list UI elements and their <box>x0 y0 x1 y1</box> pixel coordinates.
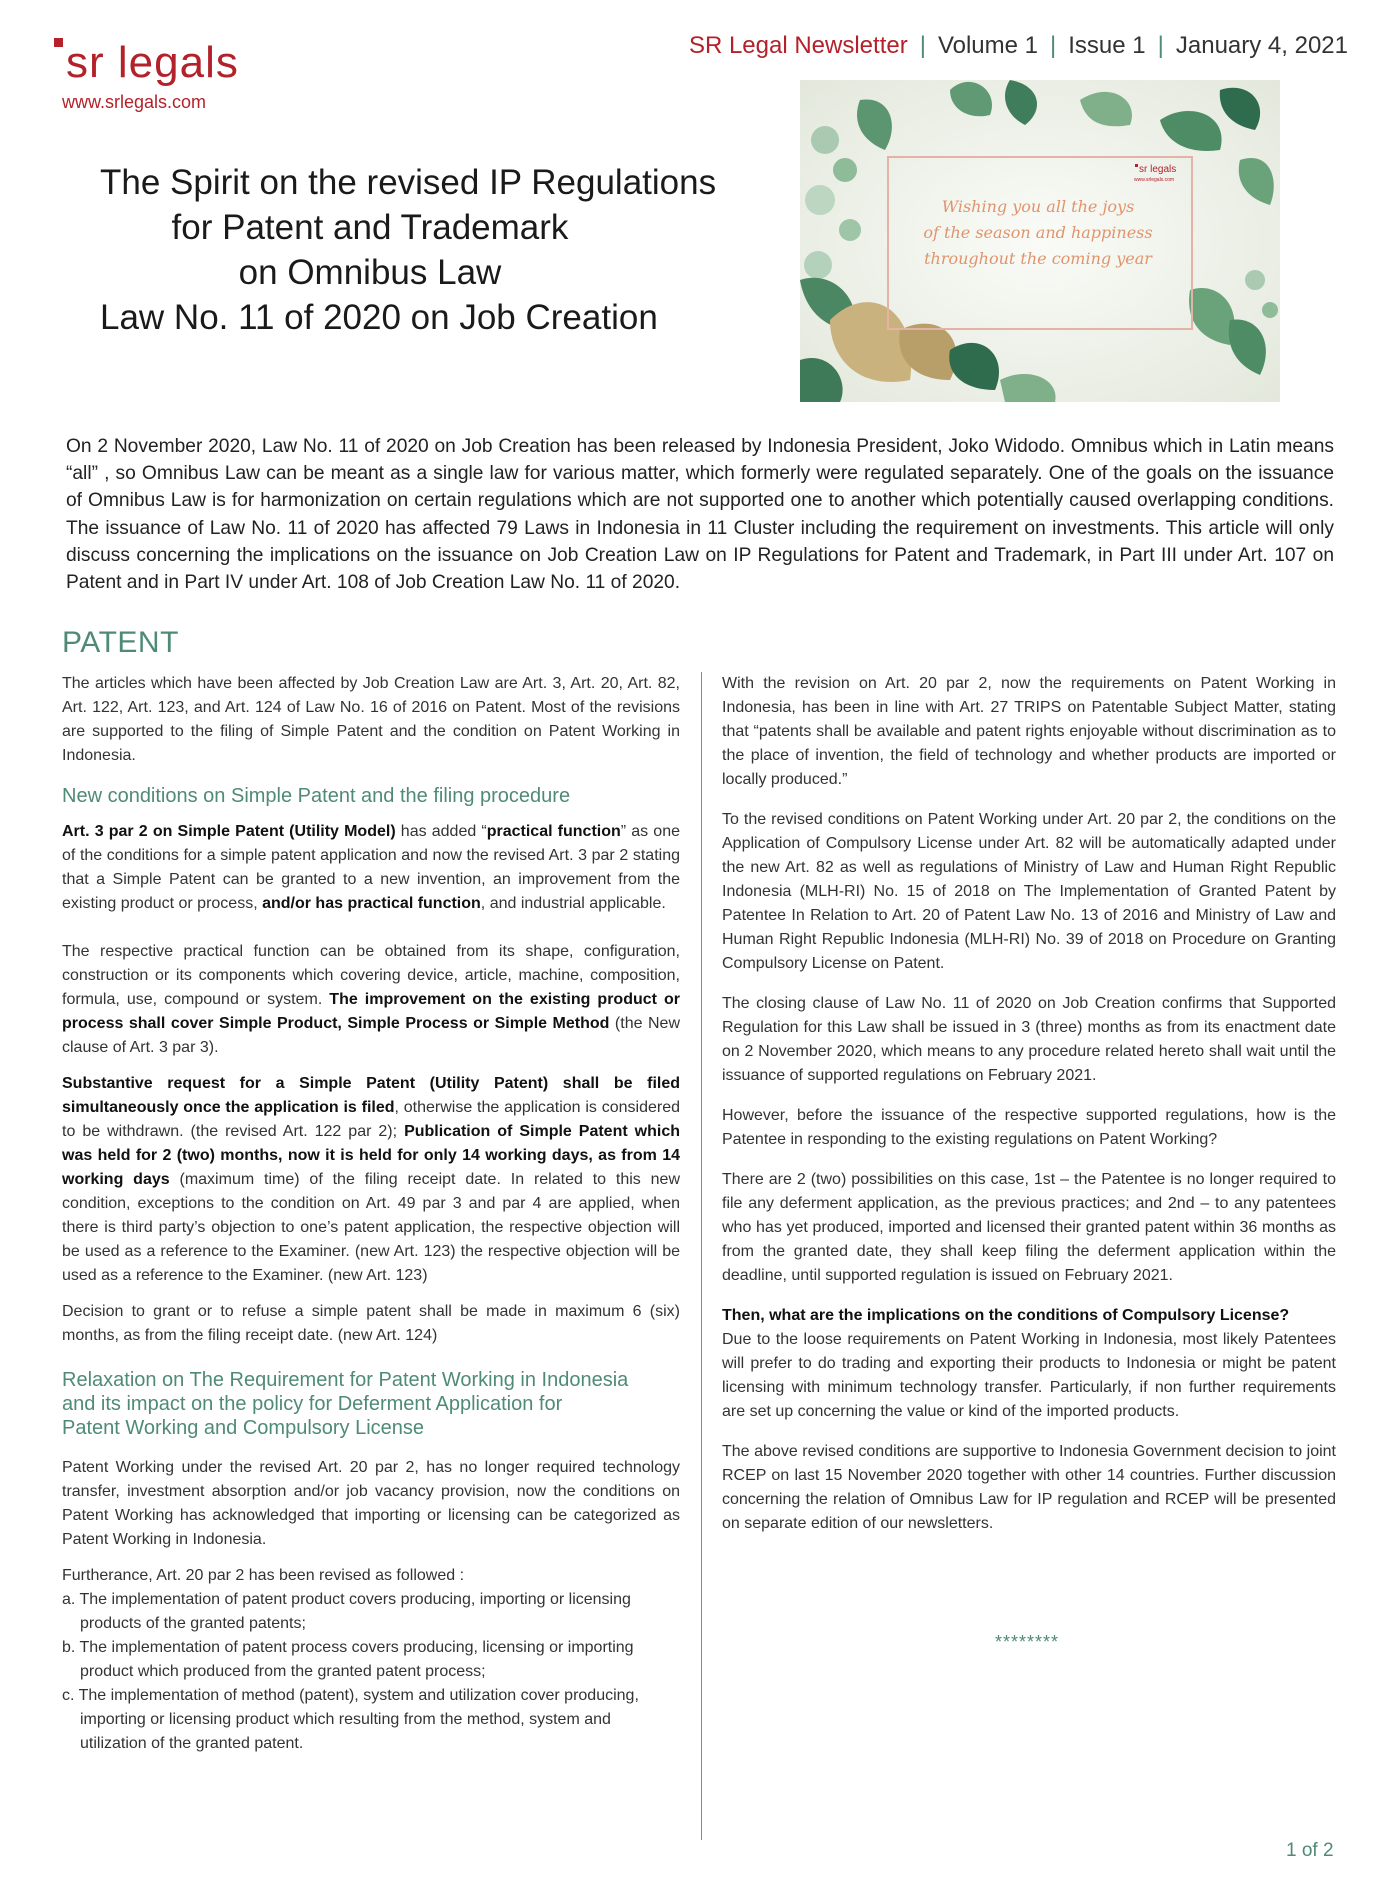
list-item: c. The implementation of method (patent), system and utilization cover producing, importing or licensing product which resulting from the method, system and utilization of the granted patent. <box>62 1687 639 1752</box>
page-number: 1 of 2 <box>1286 1840 1334 1861</box>
brand-url[interactable]: www.srlegals.com <box>62 92 207 112</box>
section-heading-patent: PATENT <box>62 626 179 659</box>
card-message <box>900 194 1176 272</box>
newsletter-volume: Volume 1 <box>937 32 1039 59</box>
paragraph: Patent Working under the revised Art. 20 par 2, has no longer required technology transfer, investment absorption and/or job vacancy provision, now the conditions on Patent Working has acknowledged that importing or licensing can be categorized as Patent Working in Indonesia. <box>62 1459 680 1548</box>
greeting-card-image <box>800 80 1280 402</box>
title-line: Law No. 11 of 2020 on Job Creation <box>100 298 658 337</box>
newsletter-name: SR Legal Newsletter <box>688 32 908 59</box>
header-separator: | <box>1050 32 1057 59</box>
card-message-line: Wishing you all the joys <box>941 197 1135 216</box>
paragraph: With the revision on Art. 20 par 2, now the requirements on Patent Working in Indonesia, has been in line with Art. 27 TRIPS on Patentable Subject Matter, stating that “patents shall be available and patent rights enjoyable without discrimination as to the place of invention, the field of technology and whether products are imported or locally produced.” <box>722 675 1336 788</box>
card-logo <box>1135 164 1176 175</box>
title-line: The Spirit on the revised IP Regulations <box>100 163 717 202</box>
paragraph: The above revised conditions are supportive to Indonesia Government decision to joint RCEP on last 15 November 2020 together with other 14 countries. Further discussion concerning the relation of Omnibus Law for IP regulation and RCEP will be presented on separate edition of our newsletters. <box>722 1443 1336 1532</box>
end-marker: ******** <box>995 1632 1060 1652</box>
title-line: for Patent and Trademark <box>171 208 569 247</box>
logo-mark-icon <box>54 38 63 47</box>
paragraph: Furtherance, Art. 20 par 2 has been revised as followed : <box>62 1567 465 1584</box>
card-message-line: of the season and happiness <box>923 223 1153 242</box>
text: ” as one of the conditions for a simple patent application and now the revised Art. 3 par 2 stating that a Simple Patent can be granted to a new invention, an improvement from the existing product or process, <box>62 823 680 912</box>
card-logo-text: sr legals <box>1139 164 1177 175</box>
text: The respective practical function can be obtained from its shape, configuration, construction or its components which covering device, article, machine, composition, formula, use, compound or system. <box>62 943 680 1008</box>
paragraph <box>62 940 680 1060</box>
paragraph <box>62 1072 680 1288</box>
bold-text: Substantive request for a Simple Patent (Utility Patent) shall be filed simultaneously once the application is filed <box>62 1075 680 1116</box>
card-url: www.srlegals.com <box>1134 177 1175 183</box>
subheading-relaxation <box>62 1368 680 1440</box>
text: , and industrial applicable. <box>480 895 666 912</box>
paragraph: There are 2 (two) possibilities on this case, 1st – the Patentee is no longer required to file any deferment application, as the previous practices; and 2nd – to any patentees who has yet produced, imported and licensed their granted patent within 36 months as from the granted date, they shall keep filing the deferment application within the deadline, until supported regulation is issued on February 2021. <box>722 1171 1336 1284</box>
text: , otherwise the application is considered to be withdrawn. (the revised Art. 122 par 2); <box>62 1099 681 1140</box>
text: (maximum time) of the filing receipt date. In related to this new condition, exceptions to the condition on Art. 49 par 3 and par 4 are applied, when there is third party’s objection to one’s patent application, the respective objection will be used as a reference to the Examiner. (new Art. 123) the respective objection will be used as a reference to the Examiner. (new Art. 123) <box>62 1171 680 1284</box>
title-line: on Omnibus Law <box>238 253 502 292</box>
list-item: a. The implementation of patent product covers producing, importing or licensing products of the granted patents; <box>62 1591 631 1632</box>
logo-mark-icon <box>1135 164 1138 167</box>
bold-text: Art. 3 par 2 on Simple Patent (Utility Model) <box>62 823 396 840</box>
paragraph: Due to the loose requirements on Patent Working in Indonesia, most likely Patentees will prefer to do trading and exporting their products to Indonesia or might be patent licensing with minimum technology transfer. Particularly, if non further requirements are set up concerning the value or kind of the imported products. <box>722 1331 1336 1420</box>
paragraph: However, before the issuance of the respective supported regulations, how is the Patentee in responding to the existing regulations on Patent Working? <box>722 1107 1336 1148</box>
header-separator: | <box>1157 32 1164 59</box>
subheading-line: Patent Working and Compulsory License <box>62 1417 425 1439</box>
subheading-simple-patent: New conditions on Simple Patent and the filing procedure <box>62 785 571 807</box>
subheading-line: Relaxation on The Requirement for Patent Working in Indonesia <box>62 1369 629 1391</box>
list-item: b. The implementation of patent process covers producing, licensing or importing product which produced from the granted patent process; <box>62 1639 634 1680</box>
newsletter-header <box>689 32 1348 60</box>
column-divider <box>701 672 702 1840</box>
paragraph <box>62 820 680 916</box>
header-separator: | <box>919 32 926 59</box>
bold-text: The improvement on the existing product or process shall cover Simple Product, Simple Process or Simple Method <box>62 991 680 1032</box>
bold-text: and/or has practical function <box>262 895 481 912</box>
newsletter-date: January 4, 2021 <box>1175 32 1348 59</box>
brand-name: sr legals <box>66 38 239 87</box>
card-message-line: throughout the coming year <box>924 249 1152 268</box>
bold-text: Publication of Simple Patent which was held for 2 (two) months, now it is held for only 14 working days, as from 14 working days <box>62 1123 680 1188</box>
paragraph: Decision to grant or to refuse a simple patent shall be made in maximum 6 (six) months, as from the filing receipt date. (new Art. 124) <box>62 1303 680 1344</box>
bold-text: Then, what are the implications on the conditions of Compulsory License? <box>722 1307 1290 1324</box>
left-column <box>62 672 680 1756</box>
bold-text: practical function <box>486 823 621 840</box>
paragraph: To the revised conditions on Patent Working under Art. 20 par 2, the conditions on the Application of Compulsory License under Art. 82 will be automatically adapted under the new Art. 82 as well as regulations of Ministry of Law and Human Right Republic Indonesia (MLH-RI) No. 15 of 2018 on The Implementation of Granted Patent by Patentee In Relation to Art. 20 of Patent Law No. 13 of 2016 and Ministry of Law and Human Right Republic Indonesia (MLH-RI) No. 39 of 2018 on Procedure on Granting Compulsory License on Patent. <box>722 811 1336 972</box>
paragraph: The articles which have been affected by Job Creation Law are Art. 3, Art. 20, Art. 82, Art. 122, Art. 123, and Art. 124 of Law No. 16 of 2016 on Patent. Most of the revisions are supported to the filing of Simple Patent and the condition on Patent Working in Indonesia. <box>62 675 680 764</box>
text: has added “ <box>395 823 487 840</box>
newsletter-issue: Issue 1 <box>1068 32 1146 59</box>
question-heading <box>722 1304 1336 1328</box>
brand-logo <box>54 30 274 120</box>
right-column <box>722 672 1336 1536</box>
intro-paragraph: On 2 November 2020, Law No. 11 of 2020 on Job Creation has been released by Indonesia President, Joko Widodo. Omnibus which in Latin means “all” , so Omnibus Law can be meant as a single law for various matter, which formerly were regulated separately. One of the goals on the issuance of Omnibus Law is for harmonization on certain regulations which are not supported one to another which potentially caused overlapping conditions. The issuance of Law No. 11 of 2020 has affected 79 Laws in Indonesia in 11 Cluster including the requirement on investments. This article will only discuss concerning the implications on the issuance on Job Creation Law on IP Regulations for Patent and Trademark, in Part III under Art. 107 on Patent and in Part IV under Art. 108 of Job Creation Law No. 11 of 2020. <box>66 436 1334 594</box>
subheading-line: and its impact on the policy for Deferment Application for <box>62 1393 563 1415</box>
article-title <box>100 160 717 340</box>
paragraph: The closing clause of Law No. 11 of 2020 on Job Creation confirms that Supported Regulation for this Law shall be issued in 3 (three) months as from its enactment date on 2 November 2020, which means to any procedure related hereto shall wait until the issuance of supported regulations on February 2021. <box>722 995 1336 1084</box>
text: (the New clause of Art. 3 par 3). <box>62 1015 680 1056</box>
